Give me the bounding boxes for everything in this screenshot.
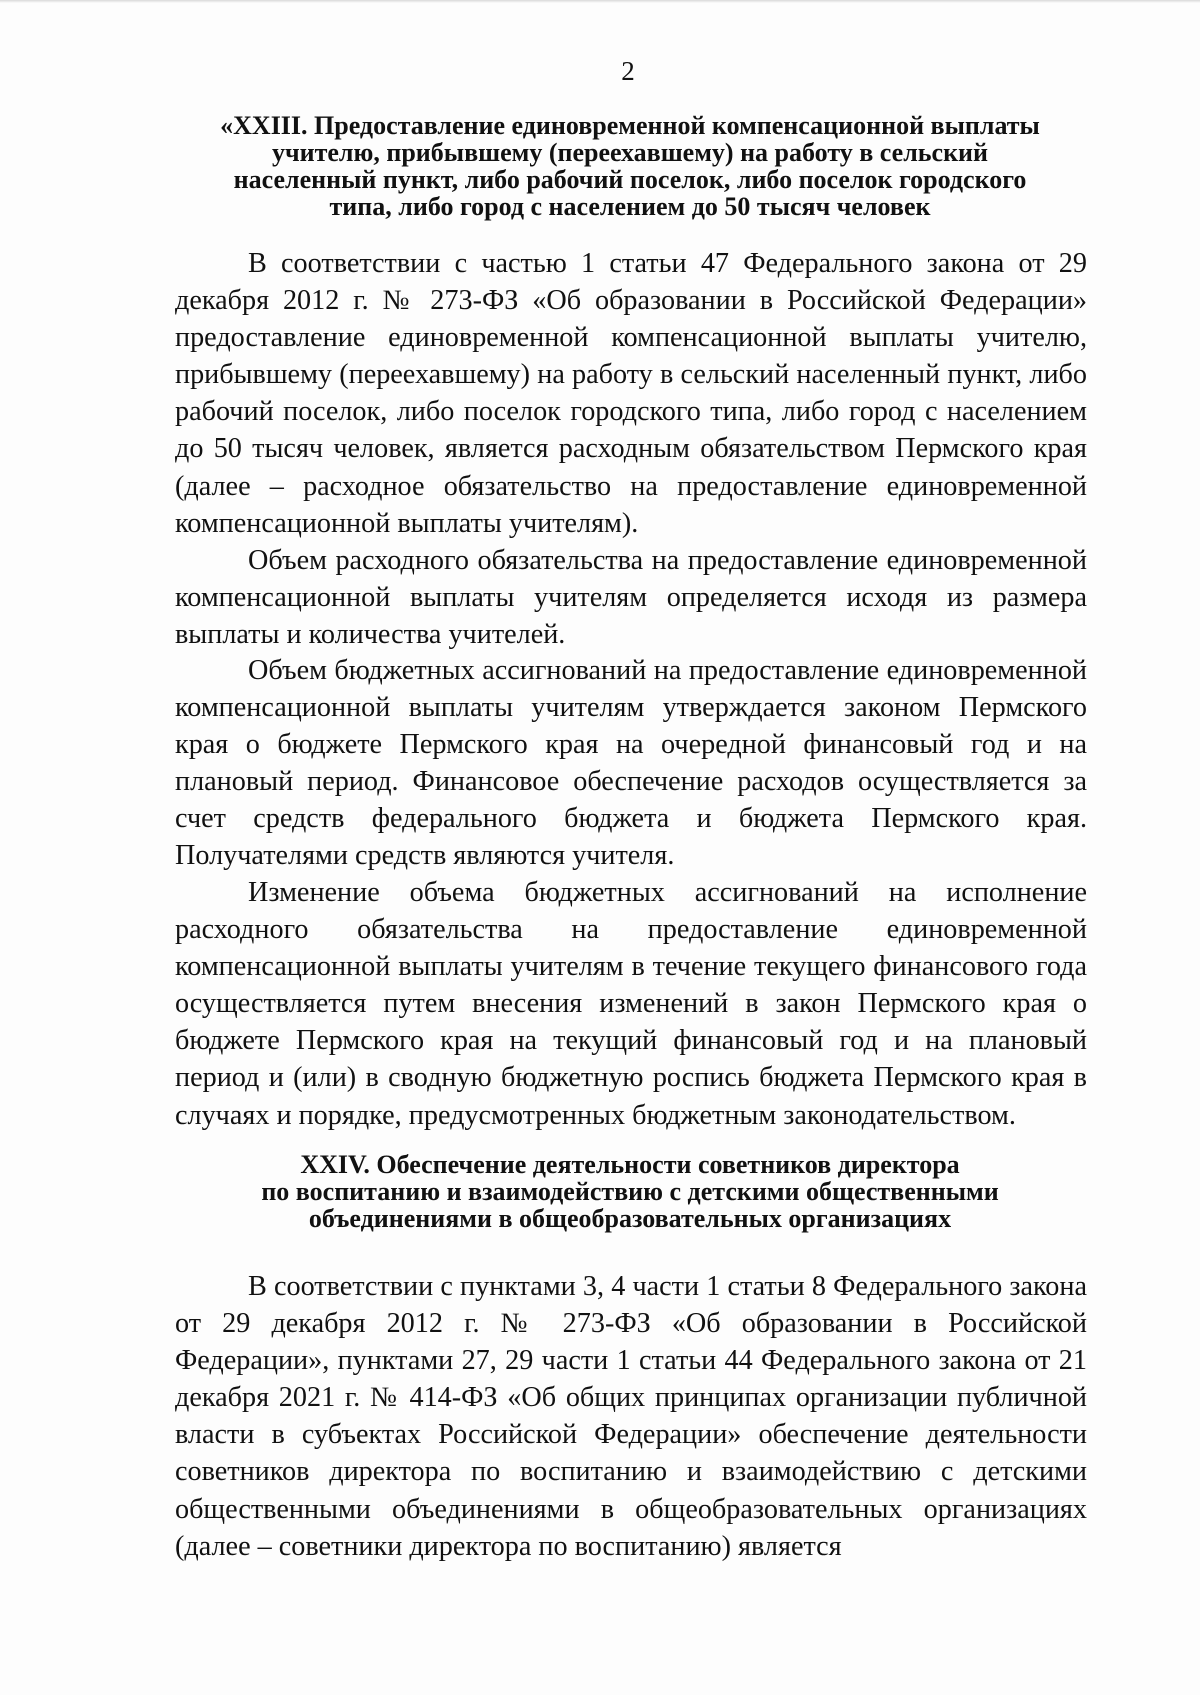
section-23-heading-line: типа, либо город с населением до 50 тысяч человек	[329, 192, 931, 221]
section-24-paragraph-1: В соответствии с пунктами 3, 4 части 1 статьи 8 Федерального закона от 29 декабря 2012 г. № 273-ФЗ «Об образовании в Российской Федерации», пунктами 27, 29 части 1 статьи 44 Федерального закона от 21 декабря 2021 г. № 414-ФЗ «Об общих принципах организации публичной власти в субъектах Российской Федерации» обеспечение деятельности советников директора по воспитанию и взаимодействию с детскими общественными объединениями в общеобразовательных организациях (далее – советники директора по воспитанию) является	[175, 1271, 1087, 1562]
page-number: 2	[621, 56, 635, 86]
section-24-heading-line: XXIV. Обеспечение деятельности советников директора	[300, 1150, 960, 1179]
section-23-heading-line: населенный пункт, либо рабочий поселок, либо поселок городского	[233, 165, 1027, 194]
section-23-paragraph-1: В соответствии с частью 1 статьи 47 Федерального закона от 29 декабря 2012 г. № 273-ФЗ «Об образовании в Российской Федерации» предоставление единовременной компенсационной выплаты учителю, прибывшему (переехавшему) на работу в сельский населенный пункт, либо рабочий поселок, либо поселок городского типа, либо город с населением до 50 тысяч человек, является расходным обязательством Пермского края (далее – расходное обязательство на предоставление единовременной компенсационной выплаты учителям).	[175, 248, 1087, 539]
section-23-paragraph-3: Объем бюджетных ассигнований на предоставление единовременной компенсационной выплаты учителям утверждается законом Пермского края о бюджете Пермского края на очередной финансовый год и на плановый период. Финансовое обеспечение расходов осуществляется за счет средств федерального бюджета и бюджета Пермского края. Получателями средств являются учителя.	[175, 655, 1087, 872]
scan-edge	[0, 0, 1200, 3]
section-23-paragraph-4: Изменение объема бюджетных ассигнований на исполнение расходного обязательства на предоставление единовременной компенсационной выплаты учителям в течение текущего финансового года осуществляется путем внесения изменений в закон Пермского края о бюджете Пермского края на текущий финансовый год и на плановый период и (или) в сводную бюджетную роспись бюджета Пермского края в случаях и порядке, предусмотренных бюджетным законодательством.	[175, 877, 1087, 1131]
section-23-heading	[174, 112, 1086, 220]
section-23-paragraph-2: Объем расходного обязательства на предоставление единовременной компенсационной выплаты учителям определяется исходя из размера выплаты и количества учителей.	[175, 545, 1087, 651]
section-23-heading-line: учителю, прибывшему (переехавшему) на работу в сельский	[271, 138, 989, 167]
section-24-heading	[178, 1151, 1082, 1232]
section-23-heading-line: «XXIII. Предоставление единовременной компенсационной выплаты	[220, 111, 1040, 140]
section-24-heading-line: по воспитанию и взаимодействию с детскими общественными	[261, 1177, 999, 1206]
section-24-heading-line: объединениями в общеобразовательных организациях	[308, 1204, 952, 1233]
